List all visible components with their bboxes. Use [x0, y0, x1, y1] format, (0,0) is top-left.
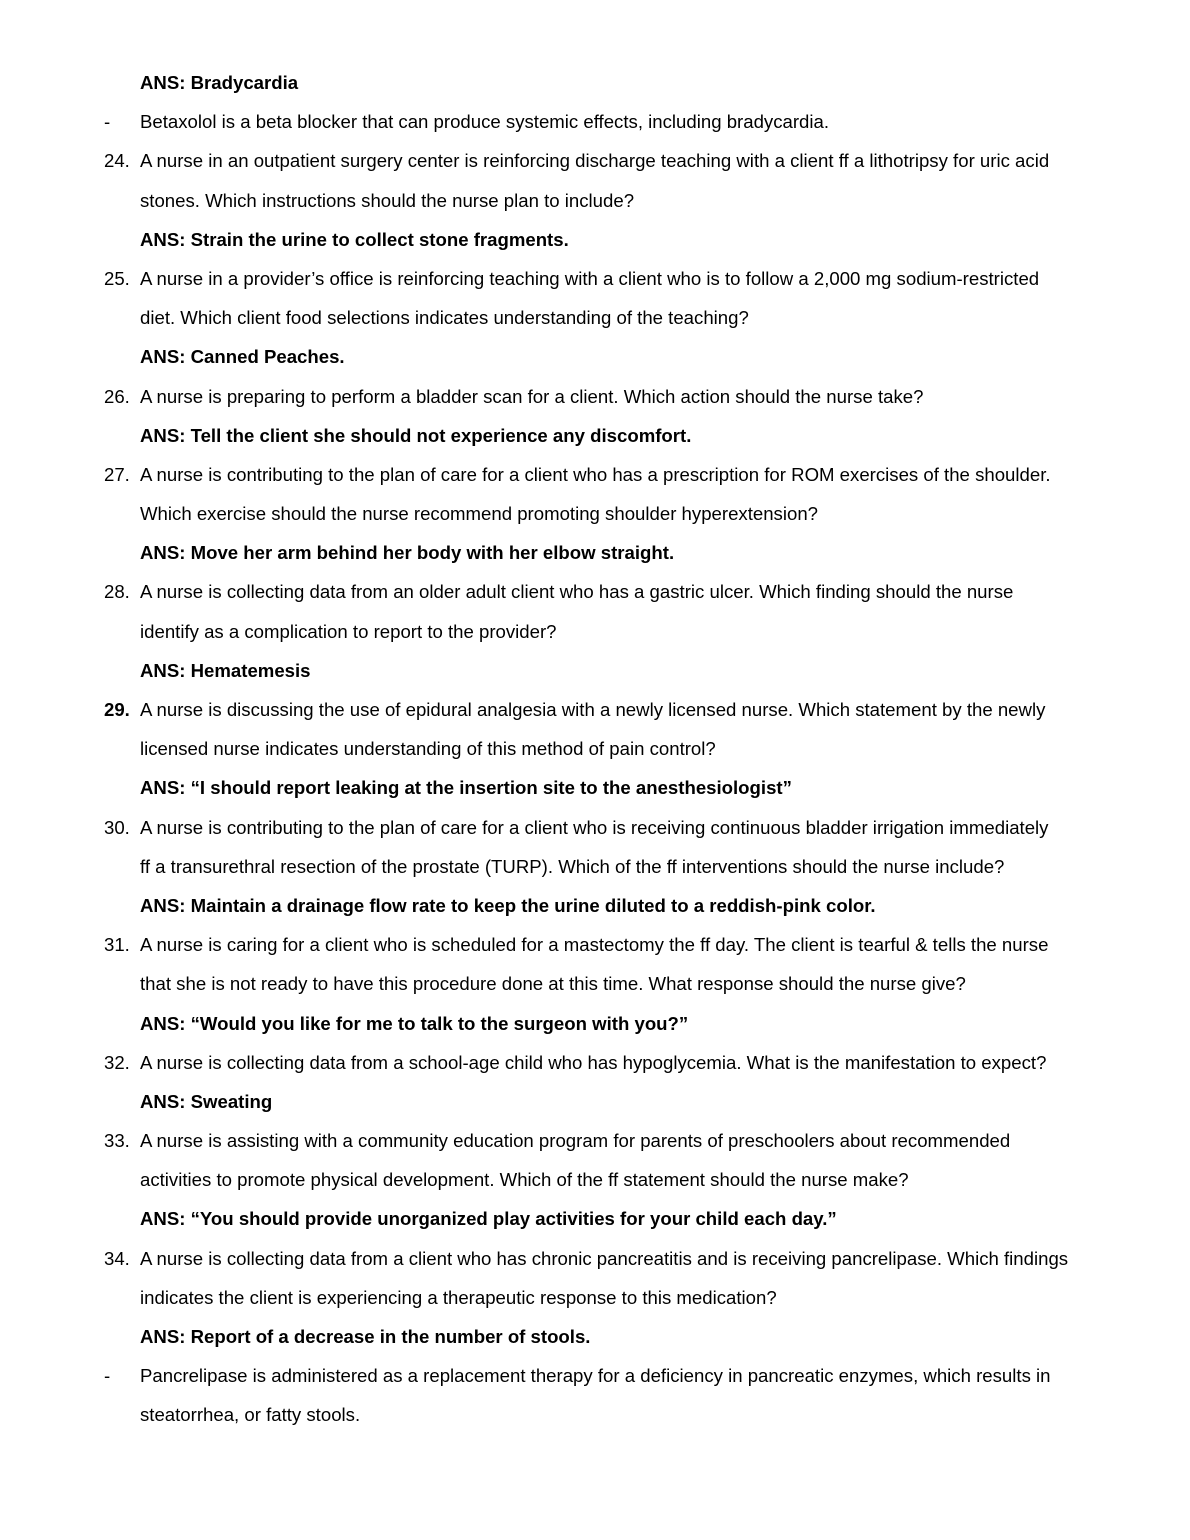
answer-text: ANS: Move her arm behind her body with her elbow straight.: [140, 542, 675, 564]
question-number: 25.: [104, 267, 130, 289]
answer-text: ANS: Strain the urine to collect stone fragments.: [140, 228, 569, 250]
question-number: 32.: [104, 1051, 130, 1073]
note-line: [0, 1361, 1190, 1400]
question-text: A nurse is assisting with a community education program for parents of preschoolers about recommended: [140, 1130, 1011, 1152]
continuation-line: [0, 499, 1190, 538]
answer-text: ANS: “I should report leaking at the insertion site to the anesthesiologist”: [140, 777, 792, 799]
answer-text: ANS: Maintain a drainage flow rate to keep the urine diluted to a reddish-pink color.: [140, 894, 876, 916]
continuation-text: stones. Which instructions should the nurse plan to include?: [140, 189, 635, 211]
answer-line: [0, 773, 1190, 812]
continuation-line: [0, 186, 1190, 225]
question-number: 30.: [104, 816, 130, 838]
answer-line: [0, 342, 1190, 381]
answer-text: ANS: Tell the client she should not experience any discomfort.: [140, 424, 692, 446]
question-number: 24.: [104, 150, 130, 172]
answer-line: [0, 225, 1190, 264]
question-line: [0, 695, 1190, 734]
continuation-text: identify as a complication to report to the provider?: [140, 620, 557, 642]
continuation-text: diet. Which client food selections indicates understanding of the teaching?: [140, 307, 749, 329]
note-text: Pancrelipase is administered as a replacement therapy for a deficiency in pancreatic enzymes, which results in: [140, 1365, 1051, 1387]
answer-line: [0, 1204, 1190, 1243]
question-line: [0, 146, 1190, 185]
question-text: A nurse in a provider’s office is reinforcing teaching with a client who is to follow a 2,000 mg sodium-restricted: [140, 267, 1040, 289]
question-line: [0, 577, 1190, 616]
continuation-text: activities to promote physical development. Which of the ff statement should the nurse make?: [140, 1169, 909, 1191]
continuation-line: [0, 1283, 1190, 1322]
answer-text: ANS: Hematemesis: [140, 659, 311, 681]
answer-text: ANS: Bradycardia: [140, 72, 299, 93]
question-line: [0, 460, 1190, 499]
answer-line: [0, 421, 1190, 460]
question-line: [0, 1126, 1190, 1165]
answer-text: ANS: Canned Peaches.: [140, 346, 345, 368]
question-line: [0, 1244, 1190, 1283]
note-line: [0, 107, 1190, 146]
answer-line: [0, 1087, 1190, 1126]
question-number: 31.: [104, 934, 130, 956]
question-text: A nurse is discussing the use of epidural analgesia with a newly licensed nurse. Which statement by the newly: [140, 699, 1046, 720]
question-line: [0, 1048, 1190, 1087]
answer-line: [0, 538, 1190, 577]
question-text: A nurse is contributing to the plan of care for a client who has a prescription for ROM exercises of the shoulder.: [140, 463, 1051, 485]
question-text: A nurse is collecting data from a client who has chronic pancreatitis and is receiving pancrelipase. Which findings: [140, 1247, 1069, 1269]
answer-line: [0, 1009, 1190, 1048]
question-number: 34.: [104, 1247, 130, 1269]
answer-line: [0, 68, 1190, 107]
dash-marker: -: [104, 1365, 111, 1387]
continuation-line: [0, 1400, 1190, 1439]
continuation-text: that she is not ready to have this procedure done at this time. What response should the nurse give?: [140, 973, 966, 995]
answer-text: ANS: “Would you like for me to talk to the surgeon with you?”: [140, 1012, 689, 1034]
answer-line: [0, 891, 1190, 930]
answer-line: [0, 656, 1190, 695]
continuation-line: [0, 852, 1190, 891]
question-line: [0, 930, 1190, 969]
answer-text: ANS: Report of a decrease in the number of stools.: [140, 1326, 591, 1347]
dash-marker: -: [104, 111, 111, 133]
continuation-line: [0, 734, 1190, 773]
continuation-text: Which exercise should the nurse recommend promoting shoulder hyperextension?: [140, 503, 818, 525]
document-page: [0, 68, 1190, 1440]
continuation-line: [0, 1165, 1190, 1204]
note-text: Betaxolol is a beta blocker that can produce systemic effects, including bradycardia.: [140, 111, 830, 133]
continuation-text: steatorrhea, or fatty stools.: [140, 1404, 361, 1426]
answer-line: [0, 1322, 1190, 1361]
question-text: A nurse is contributing to the plan of care for a client who is receiving continuous bladder irrigation immediately: [140, 816, 1049, 838]
continuation-text: indicates the client is experiencing a therapeutic response to this medication?: [140, 1286, 777, 1308]
question-number: 33.: [104, 1130, 130, 1152]
continuation-line: [0, 617, 1190, 656]
question-text: A nurse is preparing to perform a bladder scan for a client. Which action should the nurse take?: [140, 385, 924, 407]
continuation-line: [0, 969, 1190, 1008]
question-text: A nurse in an outpatient surgery center is reinforcing discharge teaching with a client ff a lithotripsy for uric acid: [140, 150, 1050, 172]
question-number: 27.: [104, 463, 130, 485]
continuation-text: ff a transurethral resection of the prostate (TURP). Which of the ff interventions should the nurse include?: [140, 855, 1005, 877]
question-number: 29.: [104, 699, 130, 720]
question-line: [0, 382, 1190, 421]
question-line: [0, 813, 1190, 852]
question-text: A nurse is caring for a client who is scheduled for a mastectomy the ff day. The client is tearful & tells the nurse: [140, 934, 1049, 956]
answer-text: ANS: Sweating: [140, 1090, 273, 1112]
answer-text: ANS: “You should provide unorganized play activities for your child each day.”: [140, 1208, 837, 1230]
question-number: 26.: [104, 385, 130, 407]
continuation-text: licensed nurse indicates understanding of this method of pain control?: [140, 738, 716, 760]
continuation-line: [0, 303, 1190, 342]
question-line: [0, 264, 1190, 303]
question-text: A nurse is collecting data from an older adult client who has a gastric ulcer. Which finding should the nurse: [140, 581, 1014, 603]
question-text: A nurse is collecting data from a school-age child who has hypoglycemia. What is the manifestation to expect?: [140, 1051, 1047, 1073]
question-number: 28.: [104, 581, 130, 603]
